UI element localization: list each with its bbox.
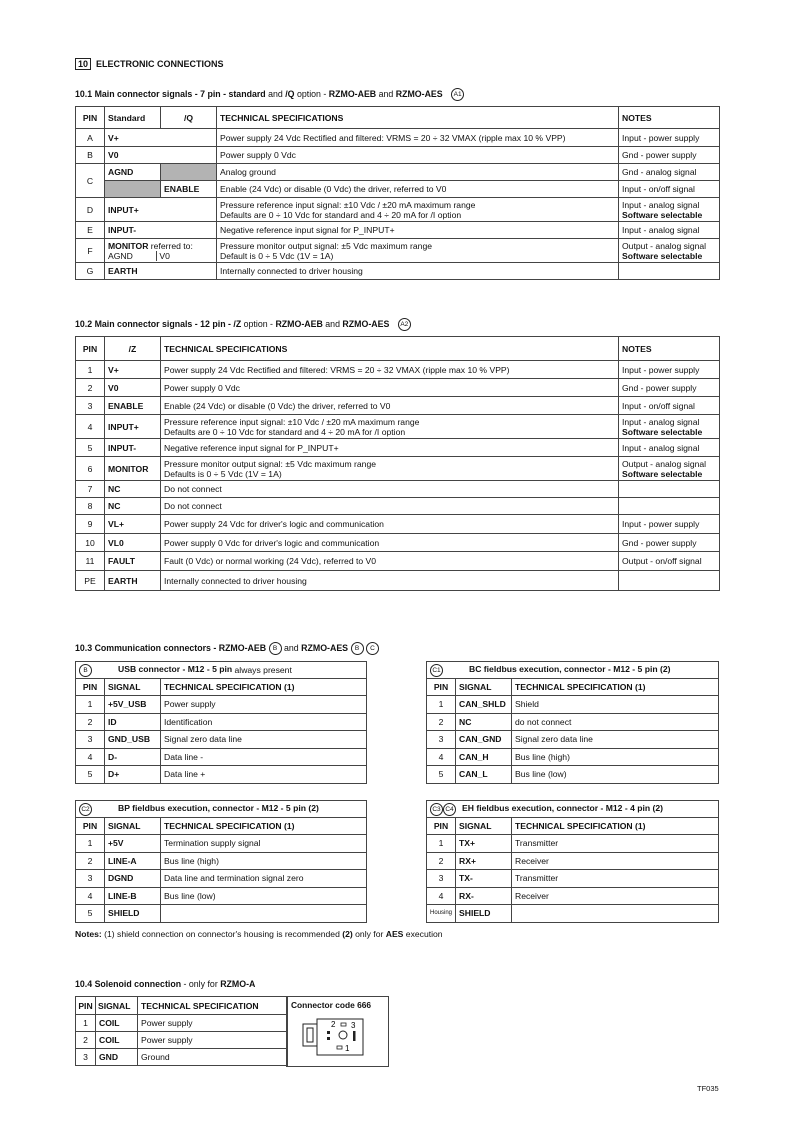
table-title: C3 C4 EH fieldbus execution, connector - M12 - 4 pin (2) [427,801,719,818]
badge-icon: A1 [451,88,464,101]
table-row: 5 D+ Data line + [76,766,367,784]
s4-table: PIN SIGNAL TECHNICAL SPECIFICATION 1 COIL Power supply 2 COIL Power supply 3 GND Ground [75,996,288,1066]
col-header: /Q [161,107,217,129]
table-row: G EARTH Internally connected to driver housing [76,263,720,280]
badge-icon: B [351,642,364,655]
col-header: SIGNAL [456,818,512,835]
col-header: TECHNICAL SPECIFICATIONS [161,337,619,361]
table-row: 1 TX+ Transmitter [427,835,719,853]
col-header: SIGNAL [105,679,161,696]
table-row: B V0 Power supply 0 Vdc Gnd - power supply [76,147,720,164]
s2-table [75,336,720,591]
table-row: ENABLE Enable (24 Vdc) or disable (0 Vdc) the driver, referred to V0 Input - on/off signal [76,181,720,198]
section-title: ELECTRONIC CONNECTIONS [96,59,224,69]
table-title: C2 BP fieldbus execution, connector - M12 - 5 pin (2) [76,801,367,818]
table-title: C1 BC fieldbus execution, connector - M12 - 5 pin (2) [427,662,719,679]
table-row: 1 +5V Termination supply signal [76,835,367,853]
table-row: F MONITOR referred to: AGND V0 Pressure monitor output signal: ±5 Vdc maximum range Default is 0 ÷ 5 Vdc (1V = 1A) Output - analog signal Software selectable [76,239,720,263]
badge-icon: C [366,642,379,655]
table-row: 7 NC Do not connect [76,481,720,498]
table-row: 2 RX+ Receiver [427,852,719,870]
col-header: PIN [427,818,456,835]
col-header: SIGNAL [456,679,512,696]
table-row: 2 NC do not connect [427,713,719,731]
table-row: 5 INPUT- Negative reference input signal for P_INPUT+ Input - analog signal [76,439,720,457]
usb-table [75,661,367,784]
s4-title: 10.4 Solenoid connection - only for RZMO-A [75,979,256,989]
table-row: 1 COIL Power supply [76,1015,288,1032]
table-row: D INPUT+ Pressure reference input signal: ±10 Vdc / ±20 mA maximum range Defaults are 0 ÷ 10 Vdc for standard and 4 ÷ 20 mA for /I option Input - analog signal Software selectable [76,198,720,222]
table-row: 1 +5V_USB Power supply [76,696,367,714]
table-row: 11 FAULT Fault (0 Vdc) or normal working (24 Vdc), referred to V0 Output - on/off signal [76,552,720,571]
s1-title: 10.1 Main connector signals - 7 pin - standard and /Q option - RZMO-AEB and RZMO-AES A1 [75,88,464,101]
conn-label: 1 [345,1044,350,1053]
conn-label: 2 [331,1020,336,1029]
table-row: 9 VL+ Power supply 24 Vdc for driver's logic and communication Input - power supply [76,515,720,534]
bp-table [75,800,367,923]
table-row: 3 GND Ground [76,1049,288,1066]
badge-icon: C4 [443,803,456,816]
col-header: /Z [105,337,161,361]
solenoid-connector-icon [301,1017,371,1059]
badge-icon: A2 [398,318,411,331]
table-row: 3 DGND Data line and termination signal zero [76,870,367,888]
table-row: 1 CAN_SHLD Shield [427,696,719,714]
col-header: Standard [105,107,161,129]
table-row: 4 INPUT+ Pressure reference input signal: ±10 Vdc / ±20 mA maximum range Defaults are 0 ÷ 10 Vdc for standard and 4 ÷ 20 mA for /I option Input - analog signal Software selectable [76,415,720,439]
table-row: 2 COIL Power supply [76,1032,288,1049]
table-row: 2 V0 Power supply 0 Vdc Gnd - power supply [76,379,720,397]
col-header: TECHNICAL SPECIFICATION (1) [161,679,367,696]
col-header: TECHNICAL SPECIFICATION (1) [161,818,367,835]
bc-table [426,661,719,784]
col-header: PIN [76,107,105,129]
table-row: 4 CAN_H Bus line (high) [427,748,719,766]
connector-box [286,996,389,1067]
table-row: E INPUT- Negative reference input signal for P_INPUT+ Input - analog signal [76,222,720,239]
table-row: 4 LINE-B Bus line (low) [76,887,367,905]
connector-title: Connector code 666 [291,1000,372,1010]
table-row: 3 GND_USB Signal zero data line [76,731,367,749]
table-title: B USB connector - M12 - 5 pin always present [76,662,367,679]
table-row: 8 NC Do not connect [76,498,720,515]
table-row: 3 TX- Transmitter [427,870,719,888]
badge-icon: C2 [79,803,92,816]
col-header: TECHNICAL SPECIFICATION (1) [512,818,719,835]
col-header: TECHNICAL SPECIFICATIONS [217,107,619,129]
col-header: PIN [76,337,105,361]
table-row: 10 VL0 Power supply 0 Vdc for driver's logic and communication Gnd - power supply [76,534,720,552]
conn-label: 3 [351,1021,356,1030]
table-row: 2 ID Identification [76,713,367,731]
badge-icon: C1 [430,664,443,677]
col-header: PIN [76,818,105,835]
col-header: PIN [427,679,456,696]
table-row: PE EARTH Internally connected to driver housing [76,571,720,591]
table-row: 5 SHIELD [76,905,367,923]
table-row: 5 CAN_L Bus line (low) [427,766,719,784]
table-row: 6 MONITOR Pressure monitor output signal: ±5 Vdc maximum range Defaults is 0 ÷ 5 Vdc (1V = 1A) Output - analog signal Software selectable [76,457,720,481]
footer-code: TF035 [697,1084,719,1093]
s1-table [75,106,720,280]
badge-icon: B [269,642,282,655]
col-header: NOTES [619,107,720,129]
s2-title: 10.2 Main connector signals - 12 pin - /Z option - RZMO-AEB and RZMO-AES A2 [75,318,411,331]
table-row: 2 LINE-A Bus line (high) [76,852,367,870]
section-number: 10 [75,58,91,70]
col-header: TECHNICAL SPECIFICATION (1) [512,679,719,696]
table-row: Housing SHIELD [427,905,719,923]
section-heading [75,58,224,70]
s3-title: 10.3 Communication connectors - RZMO-AEB B and RZMO-AES B C [75,642,379,655]
badge-icon: C3 [430,803,443,816]
badge-icon: B [79,664,92,677]
table-row: 4 RX- Receiver [427,887,719,905]
col-header: SIGNAL [105,818,161,835]
table-row: 4 D- Data line - [76,748,367,766]
table-row: A V+ Power supply 24 Vdc Rectified and filtered: VRMS = 20 ÷ 32 VMAX (ripple max 10 % VPP) Input - power supply [76,129,720,147]
table-row: 3 CAN_GND Signal zero data line [427,731,719,749]
col-header: PIN [76,679,105,696]
table-row: C AGND Analog ground Gnd - analog signal [76,164,720,181]
notes: Notes: (1) shield connection on connector's housing is recommended (2) only for AES execution [75,929,443,939]
table-row: 1 V+ Power supply 24 Vdc Rectified and filtered: VRMS = 20 ÷ 32 VMAX (ripple max 10 % VPP) Input - power supply [76,361,720,379]
eh-table [426,800,719,923]
table-row: 3 ENABLE Enable (24 Vdc) or disable (0 Vdc) the driver, referred to V0 Input - on/off signal [76,397,720,415]
col-header: NOTES [619,337,720,361]
